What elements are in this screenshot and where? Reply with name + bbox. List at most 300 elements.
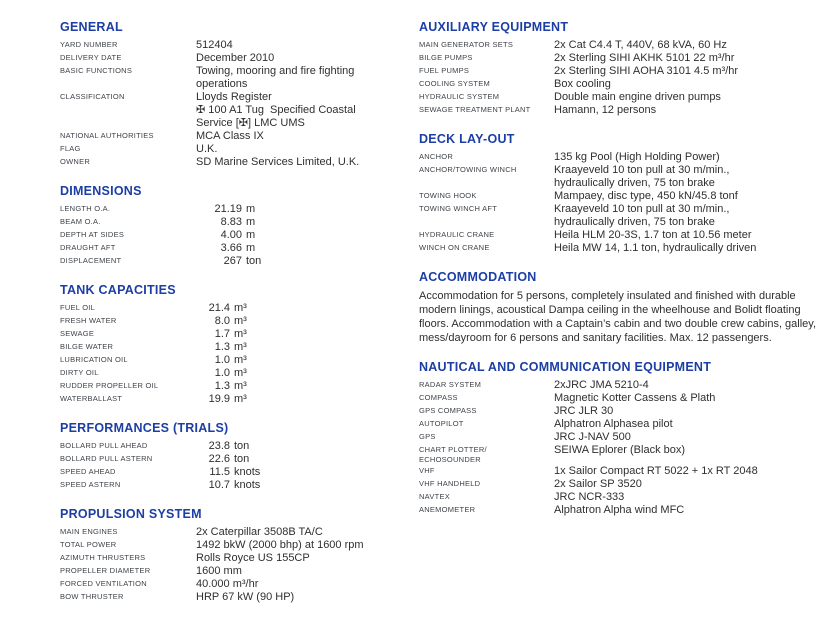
spec-value (196, 302, 422, 315)
spec-value-line: Kraayeveld 10 ton pull at 30 m/min., (554, 164, 730, 176)
section-deck-lay-out (419, 133, 819, 255)
spec-row (60, 242, 422, 255)
value-number: 1.0 (214, 354, 230, 366)
value-number: 1.7 (214, 328, 230, 340)
spec-label-line: WATERBALLAST (60, 394, 123, 403)
spec-label (60, 216, 196, 229)
spec-value-line: SEIWA Eplorer (Black box) (554, 444, 686, 456)
section-performances-trials (60, 422, 422, 492)
spec-value (196, 591, 422, 604)
value-unit: m³ (234, 328, 247, 340)
spec-row (419, 229, 819, 242)
spec-value-line: Kraayeveld 10 ton pull at 30 m/min., (554, 203, 730, 215)
spec-label (419, 242, 554, 255)
spec-value (554, 104, 819, 117)
value-number: 4.00 (220, 229, 242, 241)
spec-label (419, 465, 554, 478)
spec-value (196, 526, 422, 539)
spec-value-line (196, 453, 422, 466)
spec-label-line: BOLLARD PULL ASTERN (60, 454, 153, 463)
value-unit: m (246, 203, 256, 215)
spec-row (419, 504, 819, 517)
value-unit: m³ (234, 393, 247, 405)
spec-label-line: LENGTH O.A. (60, 204, 111, 213)
value-unit: ton (234, 453, 250, 465)
spec-row (60, 453, 422, 466)
section-tank-capacities (60, 284, 422, 406)
spec-label-line: FUEL OIL (60, 303, 96, 312)
spec-value (554, 52, 819, 65)
spec-label-line: RADAR SYSTEM (419, 380, 482, 389)
spec-label-line: DISPLACEMENT (60, 256, 122, 265)
spec-row (60, 52, 422, 65)
spec-value (196, 39, 422, 52)
spec-label-line: BILGE PUMPS (419, 53, 473, 62)
section-title-performances-trials: PERFORMANCES (TRIALS) (60, 421, 229, 435)
spec-label-line: BOLLARD PULL AHEAD (60, 441, 148, 450)
spec-label-line: SEWAGE (60, 329, 95, 338)
spec-value (196, 143, 422, 156)
spec-row (60, 440, 422, 453)
spec-value-line: Magnetic Kotter Cassens & Plath (554, 392, 716, 404)
spec-value (554, 91, 819, 104)
spec-row (60, 130, 422, 143)
spec-label (419, 78, 554, 91)
spec-label (60, 466, 196, 479)
spec-label (419, 52, 554, 65)
spec-row (419, 491, 819, 504)
spec-row (60, 479, 422, 492)
spec-value-line (196, 242, 422, 255)
spec-label (60, 203, 196, 216)
spec-label-line: HYDRAULIC CRANE (419, 230, 495, 239)
value-unit: m³ (234, 354, 247, 366)
spec-label-line: BASIC FUNCTIONS (60, 66, 133, 75)
spec-value (196, 216, 422, 229)
value-unit: knots (234, 466, 261, 478)
spec-label-line: OWNER (60, 157, 90, 166)
spec-value-line: 1492 bkW (2000 bhp) at 1600 rpm (196, 539, 364, 551)
spec-row (419, 203, 819, 229)
spec-row (419, 465, 819, 478)
spec-label-line: AUTOPILOT (419, 419, 464, 428)
value-unit: m³ (234, 367, 247, 379)
spec-label-line: TOTAL POWER (60, 540, 117, 549)
spec-value-line: 40.000 m³/hr (196, 578, 259, 590)
spec-value (196, 255, 422, 268)
spec-value (196, 380, 422, 393)
spec-row (419, 431, 819, 444)
spec-label-line: NATIONAL AUTHORITIES (60, 131, 154, 140)
spec-row (60, 315, 422, 328)
spec-label-line: BILGE WATER (60, 342, 114, 351)
spec-value-line (196, 255, 422, 268)
spec-value-line (196, 229, 422, 242)
spec-label-line: SPEED ASTERN (60, 480, 121, 489)
spec-label-line: GPS COMPASS (419, 406, 477, 415)
spec-label-line: BOW THRUSTER (60, 592, 124, 601)
value-unit: m (246, 216, 256, 228)
spec-row (419, 405, 819, 418)
spec-value-line (196, 341, 422, 354)
spec-label (419, 392, 554, 405)
spec-value-line: HRP 67 kW (90 HP) (196, 591, 295, 603)
spec-row (60, 367, 422, 380)
spec-value (554, 478, 819, 491)
spec-label-line: FORCED VENTILATION (60, 579, 147, 588)
spec-row (419, 392, 819, 405)
spec-value-line (196, 354, 422, 367)
spec-value (196, 328, 422, 341)
spec-value (554, 392, 819, 405)
spec-value-line: hydraulically driven, 75 ton brake (554, 177, 715, 189)
spec-label-line: WINCH ON CRANE (419, 243, 490, 252)
spec-row (419, 78, 819, 91)
spec-row (60, 91, 422, 130)
spec-value (196, 539, 422, 552)
spec-value-line: hydraulically driven, 75 ton brake (554, 216, 715, 228)
spec-row (60, 156, 422, 169)
spec-value-line: Towing, mooring and fire fighting (196, 65, 355, 77)
value-number: 8.0 (214, 315, 230, 327)
spec-label-line: SEWAGE TREATMENT PLANT (419, 105, 531, 114)
spec-value (196, 130, 422, 143)
spec-value-line: MCA Class IX (196, 130, 264, 142)
spec-label (419, 478, 554, 491)
spec-value-line (196, 440, 422, 453)
spec-value-line (196, 380, 422, 393)
spec-label-line: TOWING WINCH AFT (419, 204, 498, 213)
spec-row (60, 39, 422, 52)
spec-label-line: ANCHOR/TOWING WINCH (419, 165, 517, 174)
section-dimensions (60, 185, 422, 268)
value-unit: m (246, 229, 256, 241)
spec-value (196, 52, 422, 65)
spec-value (554, 418, 819, 431)
section-title-auxiliary-equipment: AUXILIARY EQUIPMENT (419, 20, 569, 34)
value-number: 1.3 (214, 341, 230, 353)
spec-label (419, 418, 554, 431)
spec-row (419, 39, 819, 52)
spec-value (196, 552, 422, 565)
spec-label (60, 354, 196, 367)
spec-label (60, 52, 196, 65)
spec-row (419, 444, 819, 465)
spec-value (196, 440, 422, 453)
spec-row (60, 552, 422, 565)
spec-value-line (196, 216, 422, 229)
section-auxiliary-equipment (419, 21, 819, 117)
section-title-accommodation: ACCOMMODATION (419, 270, 537, 284)
spec-row (60, 328, 422, 341)
spec-value-line: 2x Sailor SP 3520 (554, 478, 642, 490)
spec-label-line: ANCHOR (419, 152, 454, 161)
spec-label-line: AZIMUTH THRUSTERS (60, 553, 146, 562)
spec-row (419, 65, 819, 78)
spec-value-line: 2x Cat C4.4 T, 440V, 68 kVA, 60 Hz (554, 39, 727, 51)
spec-value (554, 78, 819, 91)
spec-label-line: FLAG (60, 144, 81, 153)
spec-label (419, 229, 554, 242)
spec-value (196, 242, 422, 255)
spec-label (60, 242, 196, 255)
spec-value-line: ✠ 100 A1 Tug Specified Coastal (196, 104, 356, 116)
spec-value-line: Lloyds Register (196, 91, 272, 103)
spec-label (60, 367, 196, 380)
spec-value-line (196, 328, 422, 341)
spec-label-line: MAIN GENERATOR SETS (419, 40, 514, 49)
spec-value-line (196, 315, 422, 328)
spec-value-line: Service [✠] LMC UMS (196, 117, 305, 129)
spec-value-line: 2x Sterling SIHI AKHK 5101 22 m³/hr (554, 52, 735, 64)
value-unit: m³ (234, 315, 247, 327)
spec-value (196, 466, 422, 479)
value-number: 21.4 (208, 302, 230, 314)
spec-value (554, 229, 819, 242)
value-unit: ton (246, 255, 262, 267)
spec-value-line: Alphatron Alphasea pilot (554, 418, 673, 430)
spec-value-line: U.K. (196, 143, 218, 155)
spec-value (554, 151, 819, 164)
spec-value (554, 444, 819, 465)
value-unit: ton (234, 440, 250, 452)
spec-label (419, 444, 554, 465)
spec-value (196, 156, 422, 169)
spec-label (419, 190, 554, 203)
spec-value-line (196, 393, 422, 406)
value-number: 3.66 (220, 242, 242, 254)
spec-row (60, 341, 422, 354)
spec-row (60, 229, 422, 242)
spec-row (419, 418, 819, 431)
spec-value-line: JRC NCR-333 (554, 491, 625, 503)
spec-value-line (196, 203, 422, 216)
value-unit: m (246, 242, 256, 254)
spec-label-line: SPEED AHEAD (60, 467, 116, 476)
spec-value-line (196, 466, 422, 479)
spec-value-line: 1x Sailor Compact RT 5022 + 1x RT 2048 (554, 465, 758, 477)
spec-label (60, 591, 196, 604)
value-unit: m³ (234, 341, 247, 353)
spec-value-line: operations (196, 78, 248, 90)
spec-label-line: ANEMOMETER (419, 505, 476, 514)
spec-value-line (196, 479, 422, 492)
section-title-dimensions: DIMENSIONS (60, 184, 142, 198)
spec-label (60, 143, 196, 156)
value-unit: m³ (234, 380, 247, 392)
spec-label (60, 578, 196, 591)
value-unit: m³ (234, 302, 247, 314)
spec-value-line (196, 367, 422, 380)
spec-row (419, 379, 819, 392)
value-number: 267 (223, 255, 242, 267)
spec-label (60, 65, 196, 91)
section-title-tank-capacities: TANK CAPACITIES (60, 283, 176, 297)
spec-label-line: RUDDER PROPELLER OIL (60, 381, 159, 390)
value-number: 10.7 (208, 479, 230, 491)
spec-label-line: YARD NUMBER (60, 40, 118, 49)
section-propulsion-system (60, 508, 422, 604)
spec-label (419, 65, 554, 78)
spec-label-line: LUBRICATION OIL (60, 355, 128, 364)
value-number: 1.0 (214, 367, 230, 379)
spec-label-line: CHART PLOTTER/ (419, 445, 487, 454)
value-number: 22.6 (208, 453, 230, 465)
spec-value (196, 91, 422, 130)
spec-label-line: NAVTEX (419, 492, 450, 501)
spec-value (554, 379, 819, 392)
spec-row (60, 354, 422, 367)
spec-row (60, 393, 422, 406)
spec-label (60, 156, 196, 169)
spec-label-line: DIRTY OIL (60, 368, 99, 377)
spec-label (60, 39, 196, 52)
accommodation-paragraph: Accommodation for 5 persons, completely insulated and finished with durable modern linings, acoustical Dampa ceiling in the wheelhouse and Bolidt floating floors. Accommodation with a Captain’s cabin and two double crew cabins, galley, mess/dayroom for 6 persons and sanitary facilities. Max. 12 passengers. (419, 290, 817, 344)
spec-value (554, 203, 819, 229)
spec-value (196, 229, 422, 242)
spec-label-line: CLASSIFICATION (60, 92, 125, 101)
spec-label (60, 552, 196, 565)
spec-label (419, 164, 554, 190)
spec-value-line: Hamann, 12 persons (554, 104, 657, 116)
spec-value (196, 578, 422, 591)
value-number: 21.19 (214, 203, 242, 215)
right-column (419, 21, 819, 533)
spec-row (60, 65, 422, 91)
spec-label (419, 379, 554, 392)
spec-row (60, 255, 422, 268)
spec-value (554, 504, 819, 517)
spec-value (196, 565, 422, 578)
spec-value (554, 39, 819, 52)
spec-value (196, 65, 422, 91)
spec-value-line: Double main engine driven pumps (554, 91, 721, 103)
spec-label-line: COMPASS (419, 393, 458, 402)
left-column (60, 21, 422, 620)
spec-label (60, 440, 196, 453)
spec-label-line: FRESH WATER (60, 316, 117, 325)
value-number: 23.8 (208, 440, 230, 452)
spec-value (196, 203, 422, 216)
spec-row (419, 151, 819, 164)
spec-label (60, 315, 196, 328)
spec-row (419, 242, 819, 255)
spec-label (419, 203, 554, 229)
spec-label (60, 393, 196, 406)
spec-row (60, 591, 422, 604)
value-number: 19.9 (208, 393, 230, 405)
spec-value-line: 2xJRC JMA 5210-4 (554, 379, 649, 391)
spec-label (60, 255, 196, 268)
spec-label (419, 91, 554, 104)
spec-label-line: DRAUGHT AFT (60, 243, 116, 252)
spec-row (419, 91, 819, 104)
spec-value-line: 512404 (196, 39, 233, 51)
value-number: 8.83 (220, 216, 242, 228)
spec-value (554, 65, 819, 78)
spec-value-line: 2x Caterpillar 3508B TA/C (196, 526, 323, 538)
section-general (60, 21, 422, 169)
spec-label-line: HYDRAULIC SYSTEM (419, 92, 500, 101)
spec-label (60, 91, 196, 130)
section-title-general: GENERAL (60, 20, 123, 34)
section-title-propulsion-system: PROPULSION SYSTEM (60, 507, 202, 521)
spec-value (554, 405, 819, 418)
spec-value (196, 341, 422, 354)
spec-value-line: 135 kg Pool (High Holding Power) (554, 151, 720, 163)
spec-label-line: FUEL PUMPS (419, 66, 470, 75)
spec-row (60, 539, 422, 552)
spec-row (60, 216, 422, 229)
spec-value-line (196, 302, 422, 315)
spec-row (60, 203, 422, 216)
value-number: 1.3 (214, 380, 230, 392)
spec-value (554, 164, 819, 190)
spec-label (419, 151, 554, 164)
spec-label (60, 229, 196, 242)
section-title-nautical-communication: NAUTICAL AND COMMUNICATION EQUIPMENT (419, 360, 712, 374)
spec-row (60, 565, 422, 578)
spec-row (60, 466, 422, 479)
spec-label (60, 130, 196, 143)
spec-value (554, 431, 819, 444)
spec-value-line: 2x Sterling SIHI AOHA 3101 4.5 m³/hr (554, 65, 739, 77)
spec-value-line: SD Marine Services Limited, U.K. (196, 156, 360, 168)
spec-label-line: MAIN ENGINES (60, 527, 118, 536)
spec-label (60, 341, 196, 354)
spec-value (196, 354, 422, 367)
spec-value (196, 393, 422, 406)
spec-label (419, 405, 554, 418)
spec-row (60, 143, 422, 156)
spec-value-line: Heila MW 14, 1.1 ton, hydraulically driven (554, 242, 757, 254)
spec-label (60, 526, 196, 539)
spec-row (419, 190, 819, 203)
spec-value-line: Rolls Royce US 155CP (196, 552, 310, 564)
spec-label-line: COOLING SYSTEM (419, 79, 491, 88)
spec-row (60, 578, 422, 591)
spec-value (554, 491, 819, 504)
spec-value-line: JRC JLR 30 (554, 405, 614, 417)
spec-label (60, 453, 196, 466)
spec-label-line: BEAM O.A. (60, 217, 101, 226)
spec-label-line: DEPTH AT SIDES (60, 230, 125, 239)
spec-label (60, 479, 196, 492)
spec-label (419, 431, 554, 444)
section-nautical-communication (419, 361, 819, 517)
spec-value-line: Box cooling (554, 78, 611, 90)
spec-value (196, 315, 422, 328)
spec-label (419, 504, 554, 517)
spec-row (60, 526, 422, 539)
value-number: 11.5 (209, 466, 230, 478)
spec-label-line: TOWING HOOK (419, 191, 477, 200)
spec-row (419, 104, 819, 117)
spec-value-line: Alphatron Alpha wind MFC (554, 504, 685, 516)
spec-label-line: DELIVERY DATE (60, 53, 122, 62)
spec-label-line: VHF (419, 466, 435, 475)
spec-label-line: GPS (419, 432, 436, 441)
spec-label (60, 565, 196, 578)
value-unit: knots (234, 479, 261, 491)
spec-label (60, 539, 196, 552)
spec-value-line: Mampaey, disc type, 450 kN/45.8 tonf (554, 190, 738, 202)
spec-value-line: 1600 mm (196, 565, 242, 577)
spec-value (196, 367, 422, 380)
spec-value (554, 190, 819, 203)
spec-value-line: JRC J-NAV 500 (554, 431, 631, 443)
spec-label (60, 380, 196, 393)
